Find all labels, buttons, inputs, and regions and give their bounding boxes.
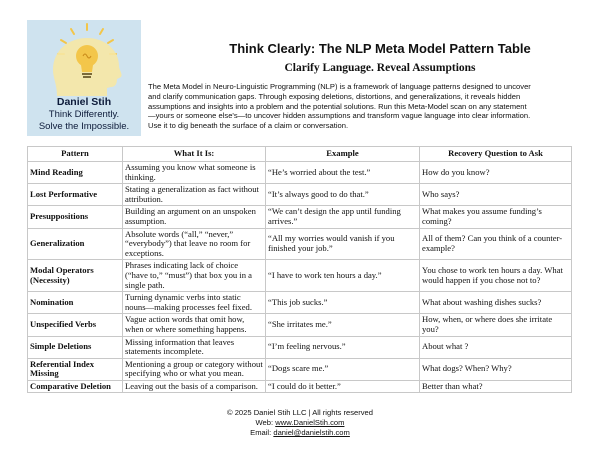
table-header-row (28, 147, 572, 162)
pattern-cell: Nomination (28, 292, 123, 314)
pattern-cell: Unspecified Verbs (28, 314, 123, 336)
pattern-cell: Comparative Deletion (28, 380, 123, 393)
definition-cell: Leaving out the basis of a comparison. (123, 380, 266, 393)
definition-cell: Stating a generalization as fact without attribution. (123, 184, 266, 206)
intro-line: The Meta Model in Neuro-Linguistic Programming (NLP) is a framework of language patterns designed to uncover (148, 82, 531, 91)
intro-paragraph (148, 82, 588, 131)
pattern-cell: Generalization (28, 228, 123, 260)
definition-cell: Vague action words that omit how, when or where something happens. (123, 314, 266, 336)
example-cell: “We can’t design the app until funding arrives.” (266, 206, 420, 228)
logo-tagline-1: Think Differently. (48, 109, 120, 120)
website-link[interactable]: www.DanielStih.com (275, 418, 345, 427)
recovery-question-cell: How do you know? (420, 162, 572, 184)
pattern-cell: Simple Deletions (28, 336, 123, 358)
definition-cell: Absolute words (“all,” “never,” “everybody”) that leave no room for exceptions. (123, 228, 266, 260)
table-row (28, 336, 572, 358)
definition-cell: Missing information that leaves statements incomplete. (123, 336, 266, 358)
definition-cell: Phrases indicating lack of choice (“have to,” “must”) that box you in a single path. (123, 260, 266, 292)
definition-cell: Assuming you know what someone is thinking. (123, 162, 266, 184)
header-what-it-is: What It Is: (123, 147, 266, 162)
meta-model-table (27, 146, 572, 393)
table-row (28, 162, 572, 184)
table-row (28, 184, 572, 206)
table-row (28, 380, 572, 393)
recovery-question-cell: What dogs? When? Why? (420, 358, 572, 380)
table-row (28, 292, 572, 314)
definition-cell: Turning dynamic verbs into static nouns—making processes feel fixed. (123, 292, 266, 314)
table-row (28, 358, 572, 380)
intro-line: assumptions and insights into a problem and the potential solutions. Run this Meta-Model scan on any statement (148, 101, 527, 111)
pattern-cell: Presuppositions (28, 206, 123, 228)
logo-name: Daniel Stih (56, 96, 112, 108)
intro-line: —yours or someone else's—to uncover hidden assumptions and transform vague language into clear information. (148, 111, 531, 121)
footer-email (0, 428, 600, 437)
example-cell: “I could do it better.” (266, 380, 420, 393)
recovery-question-cell: What about washing dishes sucks? (420, 292, 572, 314)
logo-tagline-2: Solve the Impossible. (38, 121, 130, 132)
recovery-question-cell: All of them? Can you think of a counter-example? (420, 228, 572, 260)
pattern-cell: Lost Performative (28, 184, 123, 206)
header-recovery-question: Recovery Question to Ask (420, 147, 572, 162)
header-pattern: Pattern (28, 147, 123, 162)
header-example: Example (266, 147, 420, 162)
recovery-question-cell: About what ? (420, 336, 572, 358)
table-row (28, 228, 572, 260)
definition-cell: Building an argument on an unspoken assumption. (123, 206, 266, 228)
footer-web-label: Web: (255, 418, 276, 427)
page-title: Think Clearly: The NLP Meta Model Pattern Table (229, 41, 531, 56)
email-link[interactable]: daniel@danielstih.com (273, 428, 350, 437)
example-cell: “All my worries would vanish if you finished your job.” (266, 228, 420, 260)
footer-web (0, 418, 600, 427)
definition-cell: Mentioning a group or category without specifying who or what you mean. (123, 358, 266, 380)
example-cell: “Dogs scare me.” (266, 358, 420, 380)
recovery-question-cell: Who says? (420, 184, 572, 206)
recovery-question-cell: Better than what? (420, 380, 572, 393)
example-cell: “I’m feeling nervous.” (266, 336, 420, 358)
lightbulb-head-icon (27, 20, 141, 96)
pattern-cell: Mind Reading (28, 162, 123, 184)
footer-email-label: Email: (250, 428, 274, 437)
pattern-cell: Referential Index Missing (28, 358, 123, 380)
table-row (28, 206, 572, 228)
table-row (28, 314, 572, 336)
footer-copyright: © 2025 Daniel Stih LLC | All rights reserved (226, 408, 374, 417)
table-row (28, 260, 572, 292)
example-cell: “This job sucks.” (266, 292, 420, 314)
example-cell: “He’s worried about the test.” (266, 162, 420, 184)
recovery-question-cell: You chose to work ten hours a day. What would happen if you chose not to? (420, 260, 572, 292)
example-cell: “I have to work ten hours a day.” (266, 260, 420, 292)
example-cell: “It’s always good to do that.” (266, 184, 420, 206)
intro-line: and clarify communication gaps. Through exposing deletions, distortions, and generalizations, it reveals hidden (148, 91, 521, 101)
recovery-question-cell: What makes you assume funding’s coming? (420, 206, 572, 228)
intro-line: Use it to dig beneath the surface of a claim or conversation. (148, 121, 349, 131)
page-subtitle: Clarify Language. Reveal Assumptions (284, 62, 476, 74)
brand-logo (27, 20, 141, 136)
recovery-question-cell: How, when, or where does she irritate you? (420, 314, 572, 336)
pattern-cell: Modal Operators (Necessity) (28, 260, 123, 292)
example-cell: “She irritates me.” (266, 314, 420, 336)
